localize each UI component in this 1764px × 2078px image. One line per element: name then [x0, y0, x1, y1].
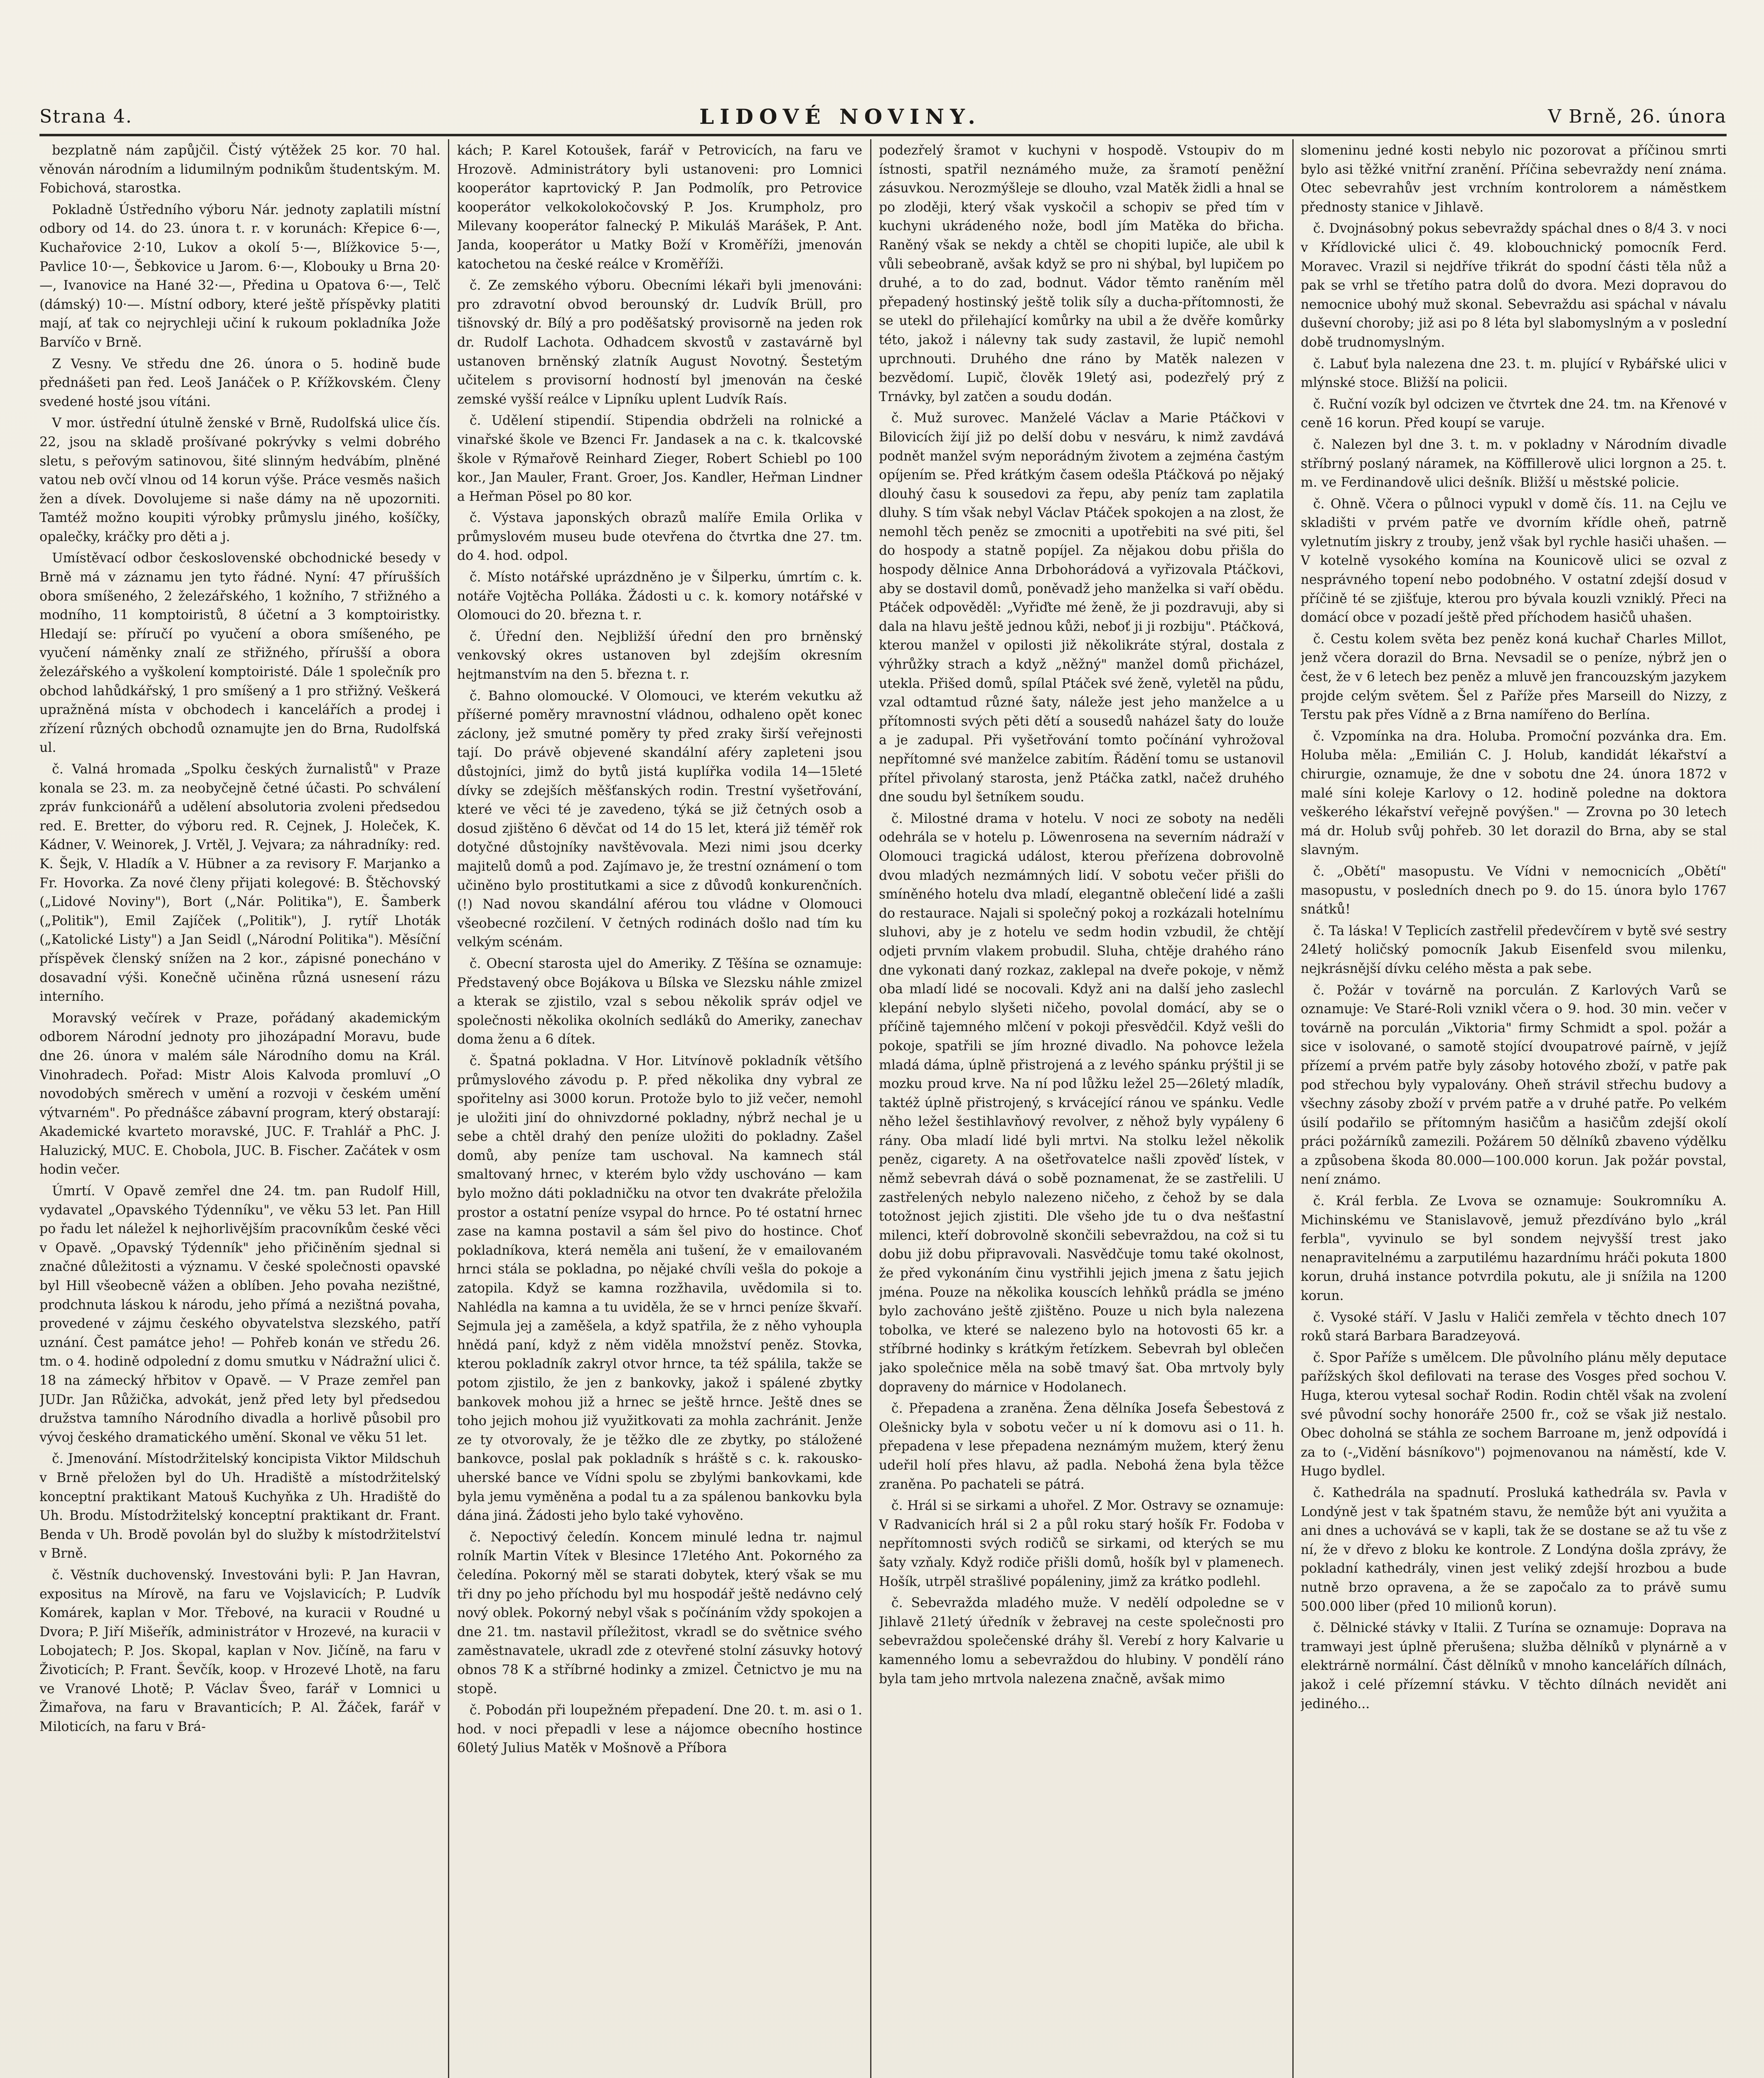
article-paragraph: č. Obecní starosta ujel do Ameriky. Z Těšína se oznamuje: Představený obce Bojákova u Bílska ve Slezsku náhle zmizel a kterak se zjistilo, vzal s sebou několik správ odjel ve společnosti několika okolních sedláků do Ameriky, zanechav doma ženu a 6 dítek. [457, 956, 862, 1047]
column-divider [870, 139, 871, 2078]
article-paragraph: č. Místo notářské uprázdněno je v Šilperku, úmrtím c. k. notáře Vojtěcha Polláka. Žádosti u c. k. komory notářské v Olomouci do 20. března t. r. [457, 570, 862, 623]
article-paragraph: č. Přepadena a zraněna. Žena dělníka Josefa Šebestová z Olešnicky byla v sobotu večer u ní k domovu asi o 11. h. přepadena v lese přepadena neznámým mužem, který ženu udeřil holí přes hlavu, až padla. Nebohá žena byla těžce zraněna. Po pachateli se pátrá. [879, 1401, 1284, 1492]
article-paragraph: č. Valná hromada „Spolku českých žurnalistů" v Praze konala se 23. m. za neobyčejně četné účasti. Po schválení zpráv funkcionářů a udělení absolutoria zvoleni předsedou red. E. Bretter, do výboru red. R. Cejnek, J. Holeček, K. Kádner, V. Weinorek, J. Vrtěl, J. Vejvara; za náhradníky: red. K. Šejk, V. Hladík a V. Hübner a za revisory F. Marjanko a Fr. Hovorka. Za nové členy přijati kolegové: B. Štěchovský („Lidové Noviny"), Bort („Nár. Politika"), E. Šamberk („Politik"), Emil Zajíček („Politik"), J. rytíř Lhoták („Katolické Listy") a Jan Seidl („Národní Politika"). Měsíční příspěvek členský snížen na 2 kor., zápisné ponecháno v dosavadní výši. Konečně učiněna různá usnesení rázu interního. [39, 762, 440, 1005]
article-paragraph: č. Udělení stipendií. Stipendia obdrželi na rolnické a vinařské škole ve Bzenci Fr. Jandasek a na c. k. tkalcovské škole v Rýmařově Reinhard Zieger, Robert Schiebl po 100 kor., Jan Mauler, Frant. Groer, Jos. Kandler, Heřman Lindner a Heřman Pösel po 80 kor. [457, 413, 862, 504]
article-paragraph: č. Věstník duchovenský. Investováni byli: P. Jan Havran, expositus na Mírově, na faru ve Vojslavicích; P. Ludvík Komárek, kaplan v Mor. Třebové, na kuracii v Roudné u Dvora; P. Jiří Mišeřík, administrátor v Hrozevé, na kuracii v Lobojatech; P. Jos. Skopal, kaplan v Nov. Jičíně, na faru v Životicích; P. Frant. Ševčík, koop. v Hrozevé Lhotě, na faru ve Vranové Lhotě; P. Václav Šveo, farář v Lomnici u Žimařova, na faru v Bravanticích; P. Al. Žáček, farář v Miloticích, na faru v Brá- [39, 1567, 440, 1734]
column-1 [39, 141, 440, 2078]
page-header [39, 102, 1727, 131]
column-3 [879, 141, 1284, 2078]
article-paragraph: č. Hrál si se sirkami a uhořel. Z Mor. Ostravy se oznamuje: V Radvanicích hrál si 2 a půl roku starý hošík Fr. Fodoba v nepřítomnosti svých rodičů se sirkami, od kterých se mu šaty vzňaly. Když rodiče přišli domů, hošík byl v plamenech. Hošík, utrpěl strašlivé popáleniny, jimž za krátko podlehl. [879, 1498, 1284, 1589]
article-paragraph: č. Cestu kolem světa bez peněz koná kuchař Charles Millot, jenž včera dorazil do Brna. Nevsadil se o peníze, nýbrž jen o čest, že v 6 letech bez peněz a mluvě jen francouzským jazykem projde celým světem. Šel z Paříže přes Marseill do Nizzy, z Terstu pak přes Vídně a z Brna namířeno do Berlína. [1301, 631, 1727, 723]
article-paragraph: slomeninu jedné kosti nebylo nic pozorovat a příčinou smrti bylo asi těžké vnitřní zranění. Příčina sebevraždy není známa. Otec sebevrahův jest vrchním kontrolorem a náměstkem přednosty stanice v Jihlavě. [1301, 143, 1727, 215]
article-paragraph: č. Ze zemského výboru. Obecními lékaři byli jmenováni: pro zdravotní obvod berounský dr. Ludvík Brüll, pro tišnovský dr. Bílý a pro poděšatský provisorně na jeden rok dr. Rudolf Lachota. Odhadcem skvostů v zastavárně byl ustanoven brněnský zlatník August Novotný. Šestetým učitelem s provisorní hodností byl jmenován na české zemské vyšší reálce v Lipníku uplent Ludvík Raís. [457, 278, 862, 407]
article-paragraph: Pokladně Ústředního výboru Nár. jednoty zaplatili místní odbory od 14. do 23. února t. r. v korunách: Křepice 6·—, Kuchařovice 2·10, Lukov a okolí 5·—, Blížkovice 5·—, Pavlice 10·—, Šebkovice u Jarom. 6·—, Klobouky u Brna 20·—, Ivanovice na Hané 32·—, Předina u Opatova 6·—, Telč (dámský) 10·—. Místní odbory, které ještě příspěvky platiti mají, ať tak co nejrychleji učiní k rukoum pokladníka Jože Barvíčo v Brně. [39, 202, 440, 350]
article-paragraph: č. Bahno olomoucké. V Olomouci, ve kterém vekutku až příšerné poměry mravnostní vládnou, odhaleno opět konec záclony, jež smutné poměry ty před zraky širší veřejnosti tají. Do právě objevené skandální aféry zapleteni jsou důstojníci, jimž do bytů jistá kuplířka vodila 14—15leté dívky se zdejších měšťanských rodin. Trestní vyšetřování, které ve věci té je zavedeno, týká se již četných osob a dosud zjištěno 6 děvčat od 14 do 15 let, která již téměř rok dotyčné důstojníky navštěvovala. Mezi nimi jsou dcerky majitelů domů a pod. Zajímavo je, že trestní oznámení o tom učiněno bylo prostitutkami a sice z důvodů konkurenčních.(!) Nad novou skandální aférou tou vládne v Olomouci všeobecné rozčilení. V četných rodinách došlo nad tím ku velkým scénám. [457, 688, 862, 950]
article-paragraph: č. Kathedrála na spadnutí. Prosluká kathedrála sv. Pavla v Londýně jest v tak špatném stavu, že nemůže být ani využita a ani dnes a uchovává se v kapli, tak že se dostane se až tu vše z ní, že v dřevo z bloku ke kontrole. Z Londýna došla zprávy, že pokladní kathedrály, vinen jest veliký zdejší hrozbou a bude nutně brzo opravena, a že se započalo za to právě sumu 500.000 liber (před 10 milionů korun). [1301, 1485, 1727, 1614]
masthead: LIDOVÉ NOVINY. [699, 104, 981, 129]
column-divider [1292, 139, 1294, 2078]
article-paragraph: kách; P. Karel Kotoušek, farář v Petrovicích, na faru ve Hrozově. Administrátory byli ustanoveni: pro Lomnici kooperátor kaprtovický P. Jan Podmolík, pro Petrovice kooperátor velkokolokočovský P. Jos. Krumpholz, pro Milevany kooperátor falnecký P. Mikuláš Marášek, P. Ant. Janda, kooperátor u Matky Boží v Kroměříži, jmenován katochetou na české reálce v Kroměříži. [457, 143, 862, 272]
article-paragraph: č. Výstava japonských obrazů malíře Emila Orlika v průmyslovém museu bude otevřena do čtvrtka dne 27. tm. do 4. hod. odpol. [457, 510, 862, 564]
article-paragraph: č. Vysoké stáří. V Jaslu v Haliči zemřela v těchto dnech 107 roků stará Barbara Baradzeyová. [1301, 1310, 1727, 1344]
article-paragraph: bezplatně nám zapůjčil. Čistý výtěžek 25 kor. 70 hal. věnován národním a lidumilným podnikům študentským. M. Fobichová, starostka. [39, 143, 440, 196]
article-paragraph: č. „Obětí" masopustu. Ve Vídni v nemocnicích „Obětí" masopustu, v posledních dnech po 9. do 15. února bylo 1767 snátků! [1301, 864, 1727, 917]
article-paragraph: V mor. ústřední útulně ženské v Brně, Rudolfská ulice čís. 22, jsou na skladě prošívané pokrývky s velmi dobrého sletu, s peřovým satinovou, šité slinným hedvábím, plněné vatou neb ovčí vlnou od 14 korun výše. Práce vesměs našich žen a dívek. Dovolujeme si naše dámy na ně upozorniti. Tamtéž možno koupiti výrobky průmyslu jiného, košíčky, opalečky, kráčky pro děti a j. [39, 416, 440, 544]
article-paragraph: č. Vzpomínka na dra. Holuba. Promoční pozvánka dra. Em. Holuba měla: „Emilián C. J. Holub, kandidát lékařství a chirurgie, oznamuje, že dne v sobotu dne 24. února 1872 v malé síni koleje Karlovy o 12. hodině poledne na doktora veškerého lékařství veřejně povýšen." — Zrovna po 30 letech má dr. Holub svůj pohřeb. 30 let dorazil do Brna, aby se stal slavným. [1301, 729, 1727, 858]
article-paragraph: č. Dělnické stávky v Italii. Z Turína se oznamuje: Doprava na tramwayi jest úplně přerušena; služba dělníků v plynárně a v elektrárně normální. Část dělníků v mnoho kancelářích dílnách, jakož i celé přízemní stávku. V těchto dílnách nevidět ani jediného... [1301, 1620, 1727, 1711]
article-paragraph: podezřelý šramot v kuchyni v hospodě. Vstoupiv do m ístnosti, spatřil neznámého muže, za šramotí peněžní zásuvkou. Nerozmýšleje se dlouho, vzal Matěk židli a hnal se po zloději, který však vyskočil a schopiv se před tím v kuchyni ukrádeného nože, bodl jím Matěka do břicha. Raněný však se nekdy a chtěl se chopiti lupiče, ale ubil k vůli sebeobraně, avšak když se pro ni shýbal, byl lupičem po druhé, a to do zad, bodnut. Vádor těmto raněním měl přepadený hostinský ještě tolik síly a ducha-přítomnosti, že se utekl do přilehající komůrky na ubil a že dvěře komůrky této, jakož i nálevny tak sudy zastavil, že lupič nemohl uprchnouti. Druhého dne ráno by Matěk nalezen v bezvědomí. Lupič, člověk 19letý asi, podezřelý prý z Trnávky, byl zatčen a soudu dodán. [879, 143, 1284, 404]
article-paragraph: Z Vesny. Ve středu dne 26. února o 5. hodině bude přednášeti pan řed. Leoš Janáček o P. Křížkovském. Členy svedené hosté jsou vítáni. [39, 356, 440, 409]
dateline: V Brně, 26. února [1548, 106, 1727, 127]
article-paragraph: č. Král ferbla. Ze Lvova se oznamuje: Soukromníku A. Michinskému ve Stanislavově, jemuž přezdíváno bylo „král ferbla", vyvinulo se byl sondem nejvyšší trest jako nenapravitelnému a zarputilému hazardnímu hráči pokuta 1800 korun, druhá instance potvrdila pokutu, ale ji snížila na 1200 korun. [1301, 1194, 1727, 1304]
article-paragraph: č. Jmenování. Místodržitelský koncipista Viktor Mildschuh v Brně přeložen byl do Uh. Hradiště a místodržitelský konceptní praktikant Matouš Kuchyňka z Uh. Hradiště do Uh. Brodu. Místodržitelský konceptní praktikant dr. Frant. Benda v Uh. Brodě povolán byl do služby k místodržitelství v Brně. [39, 1451, 440, 1561]
header-rule [39, 134, 1727, 136]
article-paragraph: č. Ohně. Včera o půlnoci vypukl v domě čís. 11. na Cejlu ve skladišti v prvém patře ve dvorním křídle oheň, patrně vyletnutím jiskry z trouby, jenž však byl rychle hasiči uhašen. — V kotelně vysokého komína na Kounicově ulici se ozval z nesprávného topení nebo podobného. V ostatní zdejší dosud v příčině té se zjišťuje, kterou pro bývala kouzli vzniklý. Přeci na domácí obce v pozadí ještě před příchodem hasičů uhašen. [1301, 496, 1727, 625]
article-paragraph: č. Labuť byla nalezena dne 23. t. m. plující v Rybářské ulici v mlýnské stoce. Bližší na policii. [1301, 356, 1727, 391]
column-4 [1301, 141, 1727, 2078]
article-paragraph: č. Dvojnásobný pokus sebevraždy spáchal dnes o 8/4 3. v noci v Křídlovické ulici č. 49. klobouchnický pomocník Ferd. Moravec. Vrazil si nejdříve třikrát do spodní části těla nůž a pak se vrhl se třetího patra dolů do dvora. Mezi dopravou do nemocnice ubohý muž skonal. Sebevraždu asi spáchal v návalu duševní choroby; již asi po 8 léta byl slabomyslným a v poslední době trudnomyslným. [1301, 221, 1727, 350]
article-paragraph: č. Milostné drama v hotelu. V noci ze soboty na neděli odehrála se v hotelu p. Löwenrosena na severním nádraží v Olomouci tragická událost, kterou přeřízena dobrovolně dvou mladých nezmámných lidí. V sobotu večer přišli do smíněného hotelu dva mladí, elegantně oblečení lidé a zašli do restaurace. Najali si společný pokoj a rozkázali hotelnímu sluhovi, aby je z hotelu ve sedm hodin vzbudil, že chtějí odjeti prvním vlakem probudil. Sluha, chtěje drahého ráno dne vykonati daný rozkaz, zaklepal na dveře pokoje, v němž oba mladí lidé se nocovali. Když ani na další jeho zaslechl klepání nebylo slyšeti ničeho, povolal domácí, aby se o příčině tajemného mlčení v pokoji přesvědčil. Když vešli do pokoje, spatřili se jím hrozné divadlo. Na pohovce ležela mladá dáma, úplně přistrojená a z levého spánku prýštil ji se mozku proud krve. Na ní pod lůžku ležel 25—26letý mladík, taktéž úplně přistrojený, s krvácející ránou ve spánku. Vedle něho ležel šestihlavňový revolver, z něhož byly vypáleny 6 rány. Oba mladí lidé byli mrtvi. Na stolku ležel několik peněz, cigarety. A na ošetřovatelce našli zpověď lístek, v němž sebevrah dává o sobě poznamenat, že se zastřelili. U zastřelených nebylo nalezeno ničeho, z čehož by se dala totožnost jejich zjistiti. Dle všeho jde tu o dva nešťastní milenci, kteří dobrovolně skončili sebevraždou, na což si tu dobu již dobu připravovali. Nasvědčuje tomu také okolnost, že před vykonáním činu vystřihli jejich jmena z šatu jejich jména. Pouze na několika kouscích lehňků prádla se jméno bylo zachováno ještě zjištěno. Pouze u nich byla nalezena tobolka, ve které se nalezeno bylo na hotovosti 65 kr. a stříbrné hodinky s krátkým řetízkem. Sebevrah byl oblečen jako společnice měla na sobě tmavý šat. Oba mrtvoly byly dopraveny do márnice v Hodolanech. [879, 811, 1284, 1395]
article-paragraph: č. Nalezen byl dne 3. t. m. v pokladny v Národním divadle stříbrný poslaný náramek, na Köffillerově ulici lorgnon a 25. t. m. ve Ferdinandově ulici dešník. Bližší u městské policie. [1301, 437, 1727, 490]
article-paragraph: č. Pobodán při loupežném přepadení. Dne 20. t. m. asi o 1. hod. v noci přepadli v lese a nájomce obecního hostince 60letý Julius Matěk v Mošnově a Příbora [457, 1703, 862, 1756]
column-2 [457, 141, 862, 2078]
article-paragraph: č. Muž surovec. Manželé Václav a Marie Ptáčkovi v Bilovicích žijí již po delší dobu v nesváru, k nimž zavdává podnět manžel svým neporádným životem a zejména častým opíjením se. Před krátkým časem odešla Ptáčková po nějaký dlouhý času k sousedovi za řepu, aby peníz tam zaplatila dluhy. S tím však nebyl Václav Ptáček spokojen a na zlost, že nemohl těch peněz se zmocniti a upotřebiti na své piti, šel do hospody a statně popíjel. Za nějakou dobu přišla do hospody dělnice Anna Drbohorádová a vyřizovala Ptáčkovi, aby se dostavil domů, poněvadž jeho manželka si vaří obědu. Ptáček odpověděl: „Vyřiďte mé ženě, že ji pozdravuji, aby si dala na hlavu ještě jednou kůži, neboť ji ji rozbiju". Ptáčková, kterou manžel v opilosti již několikráte stýral, dostala z výhrůžky strach a když „něžný" manžel domů přicházel, utekla. Přišed domů, spílal Ptáček své ženě, vyletěl na půdu, vzal odtamtud různé šaty, náleže jest jeho manželce a u přítomnosti svých pěti dětí a sousedů naházel šaty do louže a je zadupal. Při vyšetřování tomto počínání vyhrožoval nepřítomné své manželce zabitím. Řádění tomu se ustanovil přítel přivolaný starosta, jenž Ptáčka zatkl, načež druhého dne soudu byl šetníkem soudu. [879, 411, 1284, 805]
article-paragraph: č. Nepoctivý čeledín. Koncem minulé ledna tr. najmul rolník Martin Vítek v Blesince 17letého Ant. Pokorného za čeledína. Pokorný měl se starati dobytek, který však se mu tři dny po jeho příchodu byl mu hospodář ještě nedávno celý nový oblek. Pokorný nebyl však s počínáním vždy spokojen a dne 21. tm. nastavil příležitost, vkradl se do světnice svého zaměstnavatele, ukradl zde z otevřené stolní zásuvky hotový obnos 78 K a stříbrné hodinky a zmizel. Četnictvo je mu na stopě. [457, 1529, 862, 1696]
article-paragraph: č. Ruční vozík byl odcizen ve čtvrtek dne 24. tm. na Křenové v ceně 16 korun. Před koupí se varuje. [1301, 396, 1727, 431]
article-paragraph: č. Sebevražda mladého muže. V nedělí odpoledne se v Jihlavě 21letý úředník v žebravej na ceste společnosti pro sebevraždou společenské dráhy šl. Verebí z hory Kalvarie u kamenného lomu a sebevraždou do hlubiny. V pondělí ráno byla tam jeho mrtvola nalezena značně, avšak mimo [879, 1595, 1284, 1687]
column-divider [448, 139, 449, 2078]
article-paragraph: č. Úřední den. Nejbližší úřední den pro brněnský venkovský okres ustanoven byl zdejším okresním hejtmanstvím na den 5. března t. r. [457, 629, 862, 682]
article-paragraph: č. Špatná pokladna. V Hor. Litvínově pokladník většího průmyslového závodu p. P. před několika dny vybral ze spořitelny asi 3000 korun. Protože bylo to již večer, nemohl je uložiti jiní do ohnivzdorné pokladny, nýbrž nechal je u sebe a chtěl drahý den peníze uložiti do pokladny. Zašel domů, aby peníze tam uschoval. Na kamnech stál smaltovaný hrnec, v kterém bylo vždy uschováno — kam bylo možno dáti pokladničku na otvor ten dvakráte přeložila prostor a ostatní peníze vsypal do hrnce. Po té ostatní hrnec zase na kamna postavil a sám šel pivo do hostince. Choť pokladníkova, která neměla ani tušení, že v emailovaném hrnci stála se pokladna, po nějaké chvíli vešla do pokoje a zatopila. Když se kamna rozžhavila, uvědomila si to. Nahlédla na kamna a tu uviděla, že se v hrnci peníze škvaří. Sejmula jej a zaměšela, a když spatřila, že z něho vyhoupla hnědá paní, když z něm viděla množství peněz. Stovka, kterou pokladník zakryl otvor hrnce, ta též spálila, takže se potom zjistilo, že jen z bankovky, jakož i spálené zbytky bankovek mohou již a hrnec se ještě hrnce. Ještě dnes se toho jejich mohou již využitkovati za mohla zachránit. Jenže ze ty otvorovaly, že je těžko dle ze zbytky, po stáložené bankovce, poslal pak pokladník s hráště s c. k. rakousko-uherské bance ve Vídni spolu se zbylými bankovkami, kde byla jemu vyměněna a podal tu a za spálenou bankovku byla dána jiná. Žádosti jeho bylo také vyhověno. [457, 1053, 862, 1524]
page-number: Strana 4. [39, 106, 133, 127]
article-paragraph: Moravský večírek v Praze, pořádaný akademickým odborem Národní jednoty pro jihozápadní Moravu, bude dne 26. února v malém sále Národního domu na Král. Vinohradech. Pořad: Mistr Alois Kalvoda promluví „O novodobých směrech v umění a rozvoji v českém umění výtvarném". Po přednášce zábavní program, který obstarají: Akademické kvarteto moravské, JUC. F. Trahlář a PhC. J. Haluzický, MUC. E. Chobola, JUC. B. Fischer. Začátek v osm hodin večer. [39, 1010, 440, 1177]
article-paragraph: č. Spor Paříže s umělcem. Dle půvolního plánu měly deputace pařížských škol defilovati na terase des Vosges před sochou V. Huga, kterou vytesal sochař Rodin. Rodin chtěl však na zvolení své původní sochy honoráře 2500 fr., což se však již nestalo. Obec doholná se stáhla ze sochem Barroane m, jenž odpovídá i za to (-„Vidění básníkovo") pojmenovanou na náměstí, kde V. Hugo bydlel. [1301, 1350, 1727, 1479]
article-paragraph: č. Ta láska! V Teplicích zastřelil předevčírem v bytě své sestry 24letý holičský pomocník Jakub Eisenfeld svou milenku, nejkrásnější dívku celého města a pak sebe. [1301, 923, 1727, 976]
article-paragraph: Úmrtí. V Opavě zemřel dne 24. tm. pan Rudolf Hill, vydavatel „Opavského Týdenníku", ve věku 53 let. Pan Hill po řadu let náležel k nejhorlivějším pracovníkům české věci v Opavě. „Opavský Týdenník" jeho přičiněním sjednal si značné důležitosti a významu. V české společnosti opavské byl Hill všeobecně vážen a oblíben. Jeho povaha nezištné, prodchnuta láskou k národu, jeho přímá a nezištná povaha, provedené v zájmu českého obyvatelstva slezského, patří uznání. Čest památce jeho! — Pohřeb konán ve středu 26. tm. o 4. hodině odpolední z domu smutku v Nádražní ulici č. 18 na zámecký hřbitov v Opavě. — V Praze zemřel pan JUDr. Jan Růžička, advokát, jenž před lety byl předsedou družstva tamního Národního divadla a horlivě působil pro vývoj českého dramatického umění. Skonal ve věku 51 let. [39, 1184, 440, 1445]
article-paragraph: č. Požár v továrně na porculán. Z Karlových Varů se oznamuje: Ve Staré-Roli vznikl včera o 9. hod. 30 min. večer v továrně na porculán „Viktoria" firmy Schmidt a spol. požár a sice v isolované, o samotě stojící dvoupatrové paírně, v jejíž přízemí a prvém patře byly zásoby hotového zboží, v patře pak pod střechou byly vypalovány. Oheň strávil střechu budovy a všechny zásoby zboží v prvém patře a v druhé patře. Po velkém úsilí podařilo se přítomným hasičům a hasičům zdejší okolí práci požárníků zamezili. Požárem 50 dělníků zbaveno výdělku a způsobena škoda 80.000—100.000 korun. Jak požár povstal, není známo. [1301, 982, 1727, 1187]
article-paragraph: Umístěvací odbor československé obchodnické besedy v Brně má v záznamu jen tyto řádné. Nyní: 47 přírušších obora smíšeného, 2 železářského, 1 kožního, 7 střižného a modního, 11 komptoiristů, 8 účetní a 3 komptoiristky. Hledají se: příručí po vyučení a obora smíšeného, pe vyučení náměnky znalí ze střižného, přírušší a obora železářského a vyškolení komptoiristé. Dále 1 společník pro obchod lahůdkářský, 1 pro smíšený a 1 pro střižný. Veškerá upražněná místa v obchodech i kancelářích a prodej i zřízení různých obchodů oznamujte jen do Brna, Rudolfská ul. [39, 551, 440, 756]
